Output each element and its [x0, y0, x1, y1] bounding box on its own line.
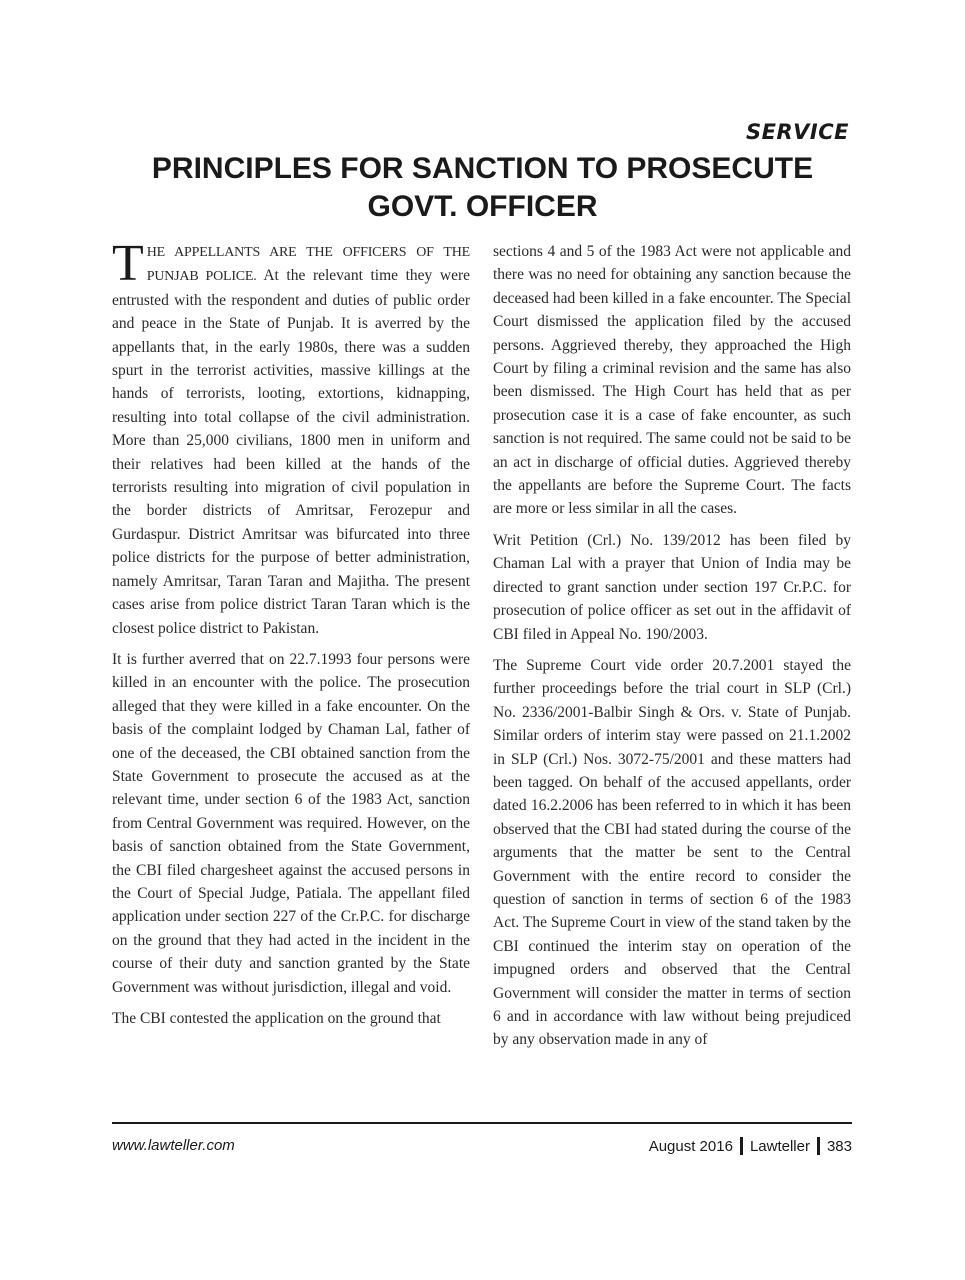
paragraph: The CBI contested the application on the ground that [112, 1010, 441, 1027]
left-column [112, 235, 470, 1038]
publication-name: Lawteller [749, 1137, 810, 1155]
lead-caps: HE APPELLANTS ARE THE OFFICERS OF THE PUNJAB POLICE. [146, 245, 470, 285]
footer-website-link[interactable]: www.lawteller.com [112, 1137, 235, 1154]
paragraph [112, 235, 470, 640]
footer-info [649, 1137, 852, 1155]
paragraph: sections 4 and 5 of the 1983 Act were not applicable and there was no need for obtaining any sanction because the deceased had been killed in a fake encounter. The Special Court dismissed the application filed by the accused persons. Aggrieved thereby, they approached the High Court by filing a criminal revision and the same has also been dismissed. The High Court has held that as per prosecution case it is a case of fake encounter, as such sanction is not required. The same could not be said to be an act in discharge of official duties. Aggrieved thereby the appellants are before the Supreme Court. The facts are more or less similar in all the cases. [493, 243, 851, 518]
title-line-1: PRINCIPLES FOR SANCTION TO PROSECUTE [151, 152, 814, 185]
drop-cap: T [112, 235, 144, 292]
issue-date: August 2016 [648, 1137, 733, 1155]
right-column [493, 240, 851, 1060]
paragraph: Writ Petition (Crl.) No. 139/2012 has been filed by Chaman Lal with a prayer that Union of India may be directed to grant sanction under section 197 Cr.P.C. for prosecution of police officer as set out in the affidavit of CBI filed in Appeal No. 190/2003. [493, 531, 851, 643]
separator-bar [817, 1137, 820, 1155]
footer-rule [112, 1122, 852, 1124]
article-title [60, 150, 905, 226]
title-line-2: GOVT. OFFICER [367, 190, 598, 223]
paragraph: The Supreme Court vide order 20.7.2001 stayed the further proceedings before the trial court in SLP (Crl.) No. 2336/2001-Balbir Singh & Ors. v. State of Punjab. Similar orders of interim stay were passed on 21.1.2002 in SLP (Crl.) Nos. 3072-75/2001 and these matters had been tagged. On behalf of the accused appellants, order dated 16.2.2006 has been referred to in which it has been observed that the CBI had stated during the course of the arguments that the matter be sent to the Central Government with the entire record to consider the question of sanction in terms of section 6 of the 1983 Act. The Supreme Court in view of the stand taken by the CBI continued the interim stay on operation of the impugned orders and observed that the Central Government will consider the matter in terms of section 6 and in accordance with law without being prejudiced by any observation made in any of [493, 656, 851, 1049]
page-number: 383 [826, 1137, 852, 1155]
separator-bar [740, 1137, 743, 1155]
paragraph-text: At the relevant time they were entrusted with the respondent and duties of public order and peace in the State of Punjab. It is averred by the appellants that, in the early 1980s, there was a sudden spurt in the terrorist activities, massive killings at the hands of terrorists, looting, extortions, kidnapping, resulting into total collapse of the civil administration. More than 25,000 civilians, 1800 men in uniform and their relatives had been killed at the hands of the terrorists resulting into migration of civil population in the border districts of Amritsar, Ferozepur and Gurdaspur. District Amritsar was bifurcated into three police districts for the purpose of better administration, namely Amritsar, Taran Taran and Majitha. The present cases arise from police district Taran Taran which is the closest police district to Pakistan. [112, 267, 470, 637]
paragraph: It is further averred that on 22.7.1993 four persons were killed in an encounter with the police. The prosecution alleged that they were killed in a fake encounter. On the basis of the complaint lodged by Chaman Lal, father of one of the deceased, the CBI obtained sanction from the State Government to prosecute the accused as at the relevant time, under section 6 of the 1983 Act, sanction from Central Government was required. However, on the basis of sanction obtained from the State Government, the CBI filed chargesheet against the accused persons in the Court of Special Judge, Patiala. The appellant filed application under section 227 of the Cr.P.C. for discharge on the ground that they had acted in the incident in the course of their duty and sanction granted by the State Government was without jurisdiction, illegal and void. [112, 650, 470, 996]
section-label: SERVICE [746, 120, 849, 144]
